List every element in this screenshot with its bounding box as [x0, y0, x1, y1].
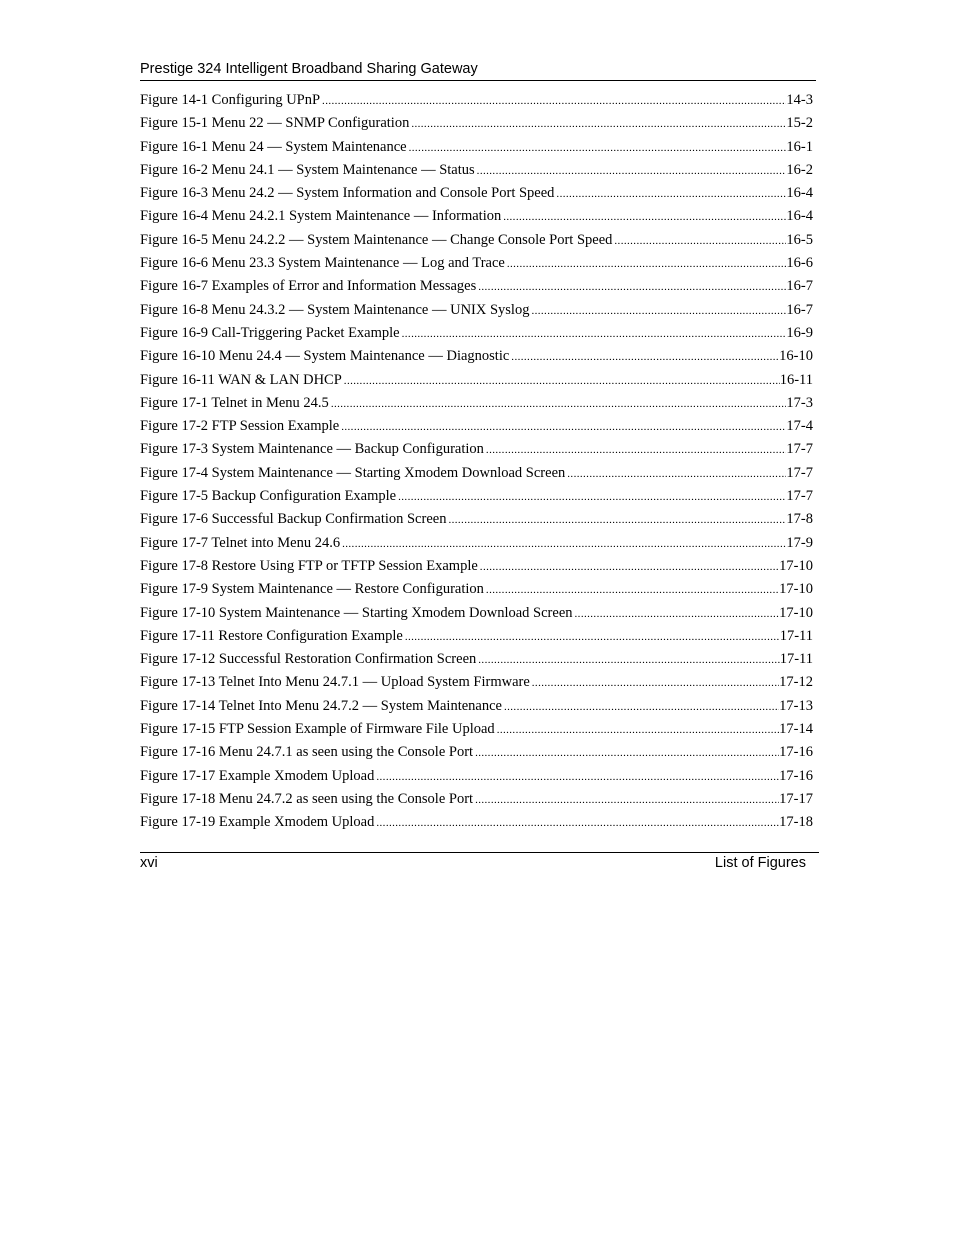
toc-entry[interactable]	[140, 532, 813, 555]
toc-dot-leader	[484, 579, 779, 601]
toc-entry-page: 17-4	[786, 418, 813, 435]
toc-entry-page: 16-11	[779, 371, 813, 388]
toc-entry[interactable]	[140, 508, 813, 531]
toc-entry-title: Figure 17-2 FTP Session Example	[140, 418, 340, 435]
toc-entry-page: 16-6	[786, 255, 813, 272]
toc-entry-title: Figure 17-3 System Maintenance — Backup Configuration	[140, 441, 484, 458]
toc-entry[interactable]	[140, 369, 813, 392]
toc-dot-leader	[329, 393, 787, 415]
toc-entry-page: 17-10	[779, 557, 813, 574]
toc-dot-leader	[501, 206, 786, 228]
toc-dot-leader	[565, 463, 786, 485]
toc-entry[interactable]	[140, 671, 813, 694]
toc-entry[interactable]	[140, 811, 813, 834]
toc-dot-leader	[403, 626, 780, 648]
toc-entry[interactable]	[140, 555, 813, 578]
toc-entry-page: 17-13	[779, 697, 813, 714]
toc-entry[interactable]	[140, 136, 813, 159]
page-header	[140, 60, 816, 81]
toc-entry-title: Figure 14-1 Configuring UPnP	[140, 92, 321, 108]
toc-entry-title: Figure 16-9 Call-Triggering Packet Example	[140, 324, 400, 341]
toc-entry[interactable]	[140, 462, 813, 485]
toc-entry-page: 14-3	[786, 92, 813, 108]
toc-entry-page: 17-7	[786, 464, 813, 481]
toc-entry-title: Figure 16-8 Menu 24.3.2 — System Maintenance — UNIX Syslog	[140, 301, 530, 318]
toc-entry-page: 16-10	[779, 348, 813, 365]
toc-dot-leader	[505, 253, 787, 275]
toc-entry-title: Figure 16-3 Menu 24.2 — System Information and Console Port Speed	[140, 185, 555, 202]
toc-entry-title: Figure 17-11 Restore Configuration Example	[140, 627, 403, 644]
toc-entry-title: Figure 16-1 Menu 24 — System Maintenance	[140, 138, 407, 155]
toc-entry-title: Figure 17-13 Telnet Into Menu 24.7.1 — Upload System Firmware	[140, 674, 530, 691]
toc-entry-title: Figure 16-10 Menu 24.4 — System Maintenance — Diagnostic	[140, 348, 510, 365]
toc-dot-leader	[478, 556, 779, 578]
toc-entry[interactable]	[140, 205, 813, 228]
toc-entry-page: 16-7	[786, 301, 813, 318]
toc-entry-title: Figure 17-16 Menu 24.7.1 as seen using the Console Port	[140, 744, 474, 761]
toc-dot-leader	[374, 766, 779, 788]
toc-dot-leader	[342, 370, 780, 392]
toc-dot-leader	[502, 696, 779, 718]
toc-entry-page: 17-7	[786, 441, 813, 458]
toc-entry-page: 17-17	[779, 790, 813, 807]
toc-dot-leader	[530, 672, 779, 694]
toc-entry-page: 17-10	[779, 604, 813, 621]
toc-entry[interactable]	[140, 765, 813, 788]
toc-entry-page: 17-11	[779, 627, 813, 644]
toc-dot-leader	[407, 137, 787, 159]
toc-entry-page: 15-2	[786, 115, 813, 132]
section-name: List of Figures	[714, 855, 806, 871]
toc-entry-title: Figure 17-1 Telnet in Menu 24.5	[140, 394, 329, 411]
toc-entry-page: 16-5	[786, 231, 813, 248]
toc-entry-title: Figure 16-11 WAN & LAN DHCP	[140, 371, 342, 388]
toc-entry-title: Figure 16-5 Menu 24.2.2 — System Maintenance — Change Console Port Speed	[140, 231, 613, 248]
toc-dot-leader	[509, 346, 779, 368]
toc-dot-leader	[612, 230, 786, 252]
toc-entry-title: Figure 17-18 Menu 24.7.2 as seen using the Console Port	[140, 790, 474, 807]
toc-entry-title: Figure 16-4 Menu 24.2.1 System Maintenance — Information	[140, 208, 502, 225]
toc-entry-page: 17-8	[786, 511, 813, 528]
toc-entry[interactable]	[140, 345, 813, 368]
toc-entry[interactable]	[140, 415, 813, 438]
toc-entry-title: Figure 17-19 Example Xmodem Upload	[140, 814, 375, 831]
toc-entry-page: 16-4	[786, 208, 813, 225]
toc-entry-title: Figure 16-7 Examples of Error and Information Messages	[140, 278, 477, 295]
toc-entry-page: 17-9	[786, 534, 813, 551]
toc-dot-leader	[340, 533, 786, 555]
toc-entry-title: Figure 17-14 Telnet Into Menu 24.7.2 — System Maintenance	[140, 697, 502, 714]
toc-entry[interactable]	[140, 602, 813, 625]
toc-entry-page: 17-10	[779, 581, 813, 598]
toc-entry[interactable]	[140, 485, 813, 508]
toc-entry-page: 16-2	[786, 161, 813, 178]
toc-entry-page: 17-14	[779, 721, 813, 738]
toc-entry[interactable]	[140, 718, 813, 741]
toc-entry[interactable]	[140, 275, 813, 298]
toc-entry-title: Figure 17-9 System Maintenance — Restore Configuration	[140, 581, 484, 598]
toc-entry-page: 17-16	[779, 744, 813, 761]
toc-entry-title: Figure 17-12 Successful Restoration Confirmation Screen	[140, 651, 477, 668]
toc-entry[interactable]	[140, 299, 813, 322]
toc-dot-leader	[320, 90, 786, 112]
toc-dot-leader	[529, 300, 786, 322]
toc-entry-title: Figure 16-2 Menu 24.1 — System Maintenance — Status	[140, 161, 475, 178]
toc-entry[interactable]	[140, 438, 813, 461]
toc-dot-leader	[374, 812, 779, 834]
toc-entry[interactable]	[140, 788, 813, 811]
toc-entry[interactable]	[140, 322, 813, 345]
toc-entry[interactable]	[140, 89, 813, 112]
toc-entry-page: 16-1	[786, 138, 813, 155]
toc-dot-leader	[573, 603, 780, 625]
page-footer	[140, 852, 819, 871]
toc-dot-leader	[484, 439, 786, 461]
toc-entry-page: 17-11	[779, 651, 813, 668]
toc-entry-title: Figure 17-17 Example Xmodem Upload	[140, 767, 375, 784]
toc-entry[interactable]	[140, 159, 813, 182]
toc-dot-leader	[409, 113, 786, 135]
toc-entry[interactable]	[140, 648, 813, 671]
toc-entry-page: 16-9	[786, 324, 813, 341]
toc-entry-title: Figure 17-15 FTP Session Example of Firmware File Upload	[140, 721, 495, 738]
toc-entry-title: Figure 17-8 Restore Using FTP or TFTP Session Example	[140, 557, 478, 574]
toc-dot-leader	[446, 509, 786, 531]
toc-entry-page: 17-12	[779, 674, 813, 691]
toc-entry[interactable]	[140, 741, 813, 764]
toc-entry-page: 16-7	[786, 278, 813, 295]
toc-dot-leader	[476, 649, 779, 671]
toc-entry-title: Figure 17-6 Successful Backup Confirmation Screen	[140, 511, 447, 528]
toc-entry-page: 17-16	[779, 767, 813, 784]
toc-entry-title: Figure 17-7 Telnet into Menu 24.6	[140, 534, 341, 551]
toc-entry-page: 17-18	[779, 814, 813, 831]
toc-dot-leader	[339, 416, 786, 438]
toc-entry-title: Figure 17-10 System Maintenance — Starting Xmodem Download Screen	[140, 604, 573, 621]
toc-dot-leader	[396, 486, 786, 508]
toc-dot-leader	[476, 276, 786, 298]
toc-entry-title: Figure 17-4 System Maintenance — Starting Xmodem Download Screen	[140, 464, 566, 481]
document-title: Prestige 324 Intelligent Broadband Sharing Gateway	[140, 61, 478, 77]
list-of-figures	[140, 89, 813, 835]
toc-dot-leader	[475, 160, 787, 182]
toc-entry-title: Figure 15-1 Menu 22 — SNMP Configuration	[140, 115, 410, 132]
toc-dot-leader	[473, 742, 779, 764]
toc-entry[interactable]	[140, 578, 813, 601]
toc-entry-page: 17-7	[786, 488, 813, 505]
toc-entry[interactable]	[140, 182, 813, 205]
page-number: xvi	[140, 855, 158, 871]
toc-dot-leader	[554, 183, 786, 205]
toc-dot-leader	[400, 323, 787, 345]
toc-dot-leader	[495, 719, 779, 741]
toc-entry[interactable]	[140, 229, 813, 252]
toc-entry[interactable]	[140, 392, 813, 415]
toc-entry-title: Figure 17-5 Backup Configuration Example	[140, 488, 397, 505]
toc-entry-page: 16-4	[786, 185, 813, 202]
toc-entry-title: Figure 16-6 Menu 23.3 System Maintenance — Log and Trace	[140, 255, 505, 272]
toc-entry-page: 17-3	[786, 394, 813, 411]
toc-entry[interactable]	[140, 695, 813, 718]
toc-entry[interactable]	[140, 625, 813, 648]
toc-entry[interactable]	[140, 252, 813, 275]
toc-dot-leader	[473, 789, 779, 811]
toc-entry[interactable]	[140, 112, 813, 135]
